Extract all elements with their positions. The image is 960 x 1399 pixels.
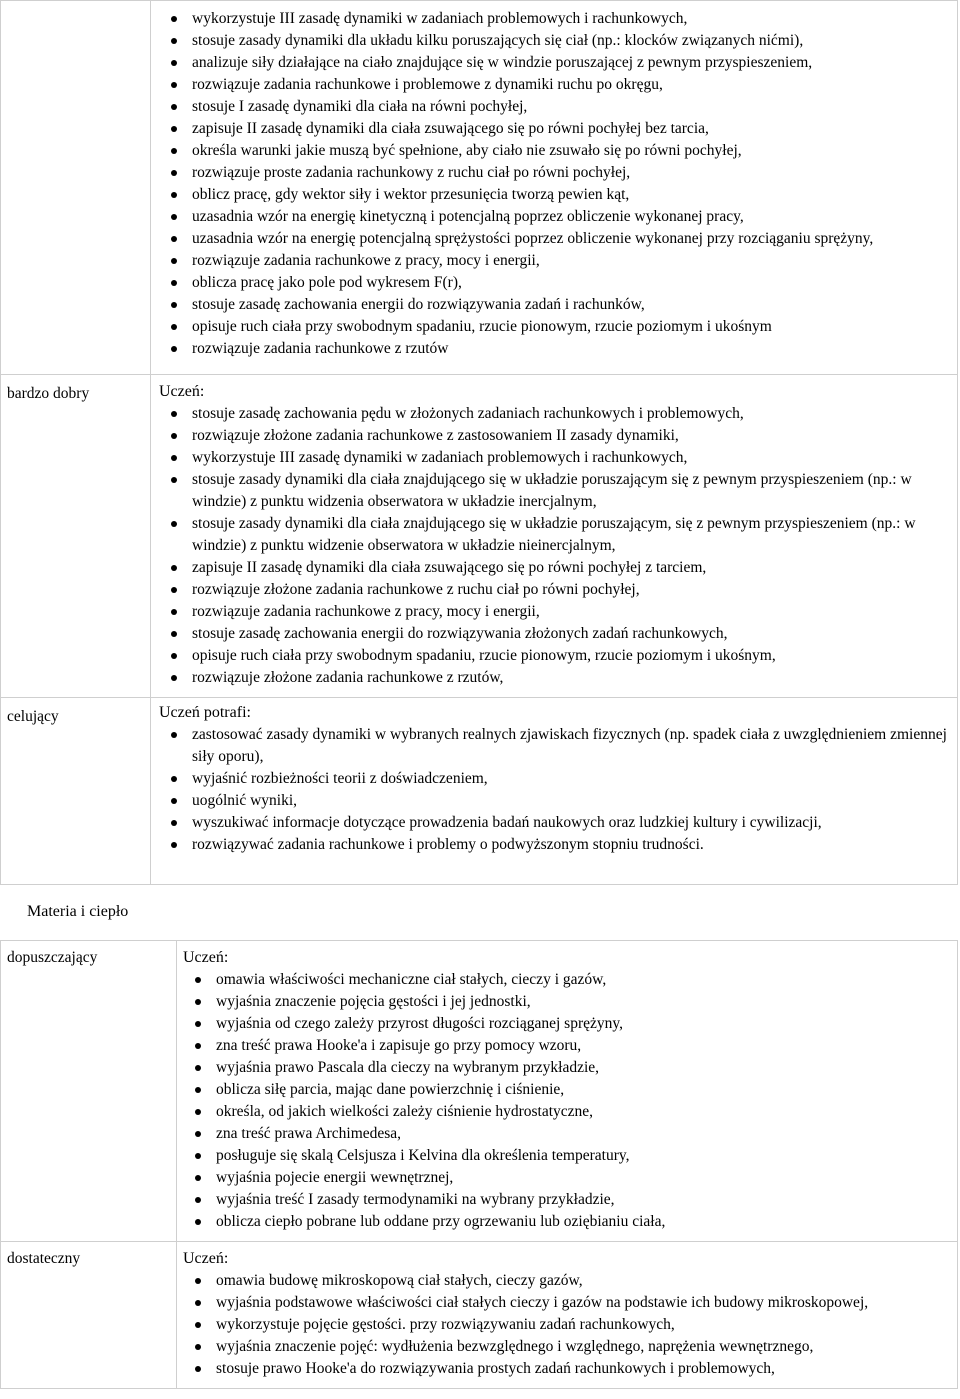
list-item: rozwiązuje złożone zadania rachunkowe z rzutów, (159, 667, 951, 689)
table-row (1, 941, 958, 1242)
list-item: rozwiązuje złożone zadania rachunkowe z zastosowaniem II zasady dynamiki, (159, 425, 951, 447)
list-item: wyjaśnia znaczenie pojęcia gęstości i jej jednostki, (183, 991, 951, 1013)
list-item: wykorzystuje pojęcie gęstości. przy rozwiązywaniu zadań rachunkowych, (183, 1314, 951, 1336)
grade-label: dostateczny (1, 1242, 177, 1389)
list-item: omawia budowę mikroskopową ciał stałych, cieczy gazów, (183, 1270, 951, 1292)
grades-table-matter-heat (0, 940, 958, 1389)
requirements-header: Uczeń: (159, 383, 205, 400)
list-item: rozwiązuje złożone zadania rachunkowe z ruchu ciał po równi pochyłej, (159, 579, 951, 601)
table-row (1, 1, 958, 375)
list-item: rozwiązuje zadania rachunkowe z pracy, mocy i energii, (159, 601, 951, 623)
list-item: zapisuje II zasadę dynamiki dla ciała zsuwającego się po równi pochyłej z tarciem, (159, 557, 951, 579)
requirements-cell (177, 1242, 958, 1389)
list-item: oblicza siłę parcia, mając dane powierzchnię i ciśnienie, (183, 1079, 951, 1101)
list-item: stosuje prawo Hooke'a do rozwiązywania prostych zadań rachunkowych i problemowych, (183, 1358, 951, 1380)
list-item: wyjaśnić rozbieżności teorii z doświadczeniem, (159, 768, 951, 790)
list-item: rozwiązuje zadania rachunkowe z pracy, mocy i energii, (159, 250, 951, 272)
list-item: stosuje I zasadę dynamiki dla ciała na równi pochyłej, (159, 96, 951, 118)
list-item: uzasadnia wzór na energię potencjalną sprężystości poprzez obliczenie wykonanej przy rozciąganiu sprężyny, (159, 228, 951, 250)
table-row (1, 375, 958, 698)
list-item: analizuje siły działające na ciało znajdujące się w windzie poruszającej z pewnym przyspieszeniem, (159, 52, 951, 74)
list-item: zna treść prawa Archimedesa, (183, 1123, 951, 1145)
list-item: uzasadnia wzór na energię kinetyczną i potencjalną poprzez obliczenie wykonanej pracy, (159, 206, 951, 228)
list-item: oblicza pracę jako pole pod wykresem F(r), (159, 272, 951, 294)
list-item: rozwiązuje zadania rachunkowe z rzutów (159, 338, 951, 360)
list-item: wykorzystuje III zasadę dynamiki w zadaniach problemowych i rachunkowych, (159, 447, 951, 469)
list-item: opisuje ruch ciała przy swobodnym spadaniu, rzucie pionowym, rzucie poziomym i ukośnym (159, 316, 951, 338)
requirements-cell (151, 375, 958, 698)
table-row (1, 1242, 958, 1389)
requirements-list (159, 8, 951, 360)
list-item: stosuje zasady dynamiki dla układu kilku poruszających się ciał (np.: klocków związanych nićmi), (159, 30, 951, 52)
requirements-list (159, 403, 951, 689)
list-item: wyjaśnia znaczenie pojęć: wydłużenia bezwzględnego i względnego, naprężenia wewnętrznego, (183, 1336, 951, 1358)
list-item: wyjaśnia treść I zasady termodynamiki na wybrany przykładzie, (183, 1189, 951, 1211)
list-item: wyjaśnia prawo Pascala dla cieczy na wybranym przykładzie, (183, 1057, 951, 1079)
requirements-list (183, 1270, 951, 1380)
list-item: oblicza ciepło pobrane lub oddane przy ogrzewaniu lub oziębianiu ciała, (183, 1211, 951, 1233)
list-item: rozwiązuje proste zadania rachunkowy z ruchu ciał po równi pochyłej, (159, 162, 951, 184)
list-item: wykorzystuje III zasadę dynamiki w zadaniach problemowych i rachunkowych, (159, 8, 951, 30)
requirements-cell (151, 1, 958, 375)
list-item: stosuje zasadę zachowania pędu w złożonych zadaniach rachunkowych i problemowych, (159, 403, 951, 425)
requirements-list (159, 724, 951, 856)
requirements-header: Uczeń: (183, 1250, 229, 1267)
requirements-list (183, 969, 951, 1233)
list-item: zna treść prawa Hooke'a i zapisuje go przy pomocy wzoru, (183, 1035, 951, 1057)
requirements-header: Uczeń: (183, 949, 229, 966)
list-item: omawia właściwości mechaniczne ciał stałych, cieczy i gazów, (183, 969, 951, 991)
requirements-header: Uczeń potrafi: (159, 704, 251, 721)
list-item: posługuje się skalą Celsjusza i Kelvina dla określenia temperatury, (183, 1145, 951, 1167)
list-item: uogólnić wyniki, (159, 790, 951, 812)
list-item: stosuje zasadę zachowania energii do rozwiązywania zadań i rachunków, (159, 294, 951, 316)
list-item: zastosować zasady dynamiki w wybranych realnych zjawiskach fizycznych (np. spadek ciała z uwzględnieniem zmiennej siły oporu), (159, 724, 951, 768)
list-item: wyjaśnia podstawowe właściwości ciał stałych cieczy i gazów na podstawie ich budowy mikroskopowej, (183, 1292, 951, 1314)
list-item: opisuje ruch ciała przy swobodnym spadaniu, rzucie pionowym, rzucie poziomym i ukośnym, (159, 645, 951, 667)
grade-label: dopuszczający (1, 941, 177, 1242)
requirements-cell (177, 941, 958, 1242)
grade-cell (1, 1, 151, 375)
list-item: stosuje zasady dynamiki dla ciała znajdującego się w układzie poruszającym się z pewnym przyspieszeniem (np.: w windzie) z punktu widzenia obserwatora w układzie inercjalnym, (159, 469, 951, 513)
list-item: stosuje zasady dynamiki dla ciała znajdującego się w układzie poruszającym, się z pewnym przyspieszeniem (np.: w windzie) z punktu widzenie obserwatora w układzie nieinercjalnym, (159, 513, 951, 557)
list-item: zapisuje II zasadę dynamiki dla ciała zsuwającego się po równi pochyłej bez tarcia, (159, 118, 951, 140)
grade-label: bardzo dobry (1, 375, 151, 698)
list-item: rozwiązuje zadania rachunkowe i problemowe z dynamiki ruchu po okręgu, (159, 74, 951, 96)
table-row (1, 698, 958, 885)
grade-label: celujący (1, 698, 151, 885)
list-item: stosuje zasadę zachowania energii do rozwiązywania złożonych zadań rachunkowych, (159, 623, 951, 645)
list-item: oblicz pracę, gdy wektor siły i wektor przesunięcia tworzą pewien kąt, (159, 184, 951, 206)
list-item: wyjaśnia pojecie energii wewnętrznej, (183, 1167, 951, 1189)
list-item: określa warunki jakie muszą być spełnione, aby ciało nie zsuwało się po równi pochyłej, (159, 140, 951, 162)
list-item: wyszukiwać informacje dotyczące prowadzenia badań naukowych oraz ludzkiej kultury i cywilizacji, (159, 812, 951, 834)
requirements-cell (151, 698, 958, 885)
list-item: określa, od jakich wielkości zależy ciśnienie hydrostatyczne, (183, 1101, 951, 1123)
list-item: rozwiązywać zadania rachunkowe i problemy o podwyższonym stopniu trudności. (159, 834, 951, 856)
section-title: Materia i ciepło (27, 903, 129, 920)
list-item: wyjaśnia od czego zależy przyrost długości rozciąganej sprężyny, (183, 1013, 951, 1035)
